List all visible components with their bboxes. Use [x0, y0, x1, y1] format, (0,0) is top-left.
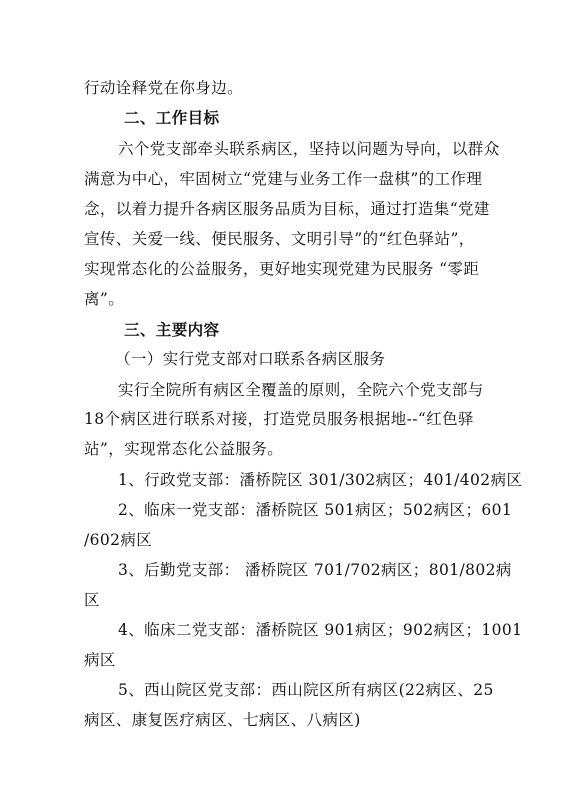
paragraph-line: 站”，实现常态化公益服务。 — [84, 440, 284, 458]
list-item-continuation: 病区 — [84, 651, 116, 669]
paragraph-line: 六个党支部牵头联系病区，坚持以问题为导向，以群众 — [118, 140, 500, 158]
paragraph-line: 18个病区进行联系对接，打造党员服务根据地--“红色驿 — [84, 410, 474, 428]
section-heading-goals: 二、工作目标 — [124, 109, 220, 127]
paragraph-line: 离”。 — [84, 290, 125, 308]
list-item: 3、后勤党支部： 潘桥院区 701/702病区；801/802病 — [118, 561, 512, 579]
list-item: 5、西山院区党支部：西山院区所有病区(22病区、25 — [118, 681, 494, 699]
list-item-continuation: 区 — [84, 591, 100, 609]
list-item-continuation: 病区、康复医疗病区、七病区、八病区) — [84, 711, 361, 729]
paragraph-line: 宣传、关爱一线、便民服务、文明引导”的“红色驿站”， — [84, 230, 475, 248]
list-item-continuation: /602病区 — [84, 531, 153, 549]
paragraph-line: 实行全院所有病区全覆盖的原则，全院六个党支部与 — [118, 381, 484, 399]
paragraph-line: 念，以着力提升各病区服务品质为目标，通过打造集“党建 — [84, 200, 490, 218]
list-item: 1、行政党支部：潘桥院区 301/302病区；401/402病区 — [118, 471, 523, 489]
section-heading-content: 三、主要内容 — [124, 321, 220, 339]
paragraph-line: 实现常态化的公益服务，更好地实现党建为民服务 “零距 — [84, 260, 480, 278]
subsection-heading: （一）实行党支部对口联系各病区服务 — [115, 350, 386, 368]
list-item: 4、临床二党支部：潘桥院区 901病区；902病区；1001 — [118, 621, 523, 639]
paragraph-line: 行动诠释党在你身边。 — [84, 79, 244, 97]
paragraph-line: 满意为中心，牢固树立“党建与业务工作一盘棋”的工作理 — [84, 170, 483, 188]
list-item: 2、临床一党支部：潘桥院区 501病区；502病区；601 — [118, 501, 513, 519]
